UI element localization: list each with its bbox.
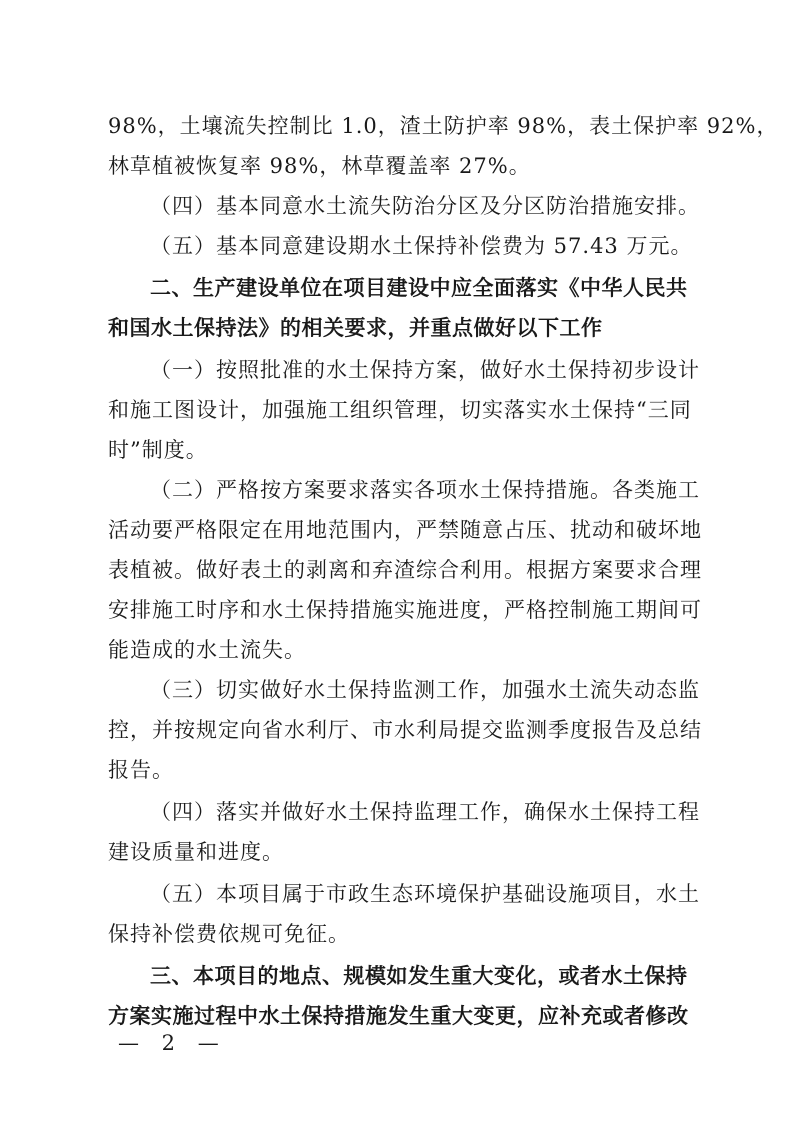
text-line: （五）本项目属于市政生态环境保护基础设施项目，水土: [150, 882, 700, 906]
text-line: （三）切实做好水土保持监测工作，加强水土流失动态监: [150, 678, 700, 702]
text-line: 林草植被恢复率 98%，林草覆盖率 27%。: [108, 154, 531, 178]
text-line: （五）基本同意建设期水土保持补偿费为 57.43 万元。: [150, 234, 693, 258]
text-line: 和施工图设计，加强施工组织管理，切实落实水土保持“三同: [108, 398, 692, 422]
text-line: 表植被。做好表土的剥离和弃渣综合利用。根据方案要求合理: [108, 558, 702, 582]
text-line: 控，并按规定向省水利厅、市水利局提交监测季度报告及总结: [108, 718, 702, 742]
text-line: 活动要严格限定在用地范围内，严禁随意占压、扰动和破坏地: [108, 518, 702, 542]
text-line: 保持补偿费依规可免征。: [108, 922, 350, 946]
text-line: 时”制度。: [108, 438, 208, 462]
text-line: 安排施工时序和水土保持措施实施进度，严格控制施工期间可: [108, 598, 702, 622]
text-line: 能造成的水土流失。: [108, 638, 306, 662]
section-heading: 三、本项目的地点、规模如发生重大变化，或者水土保持: [150, 964, 688, 988]
section-heading: 和国水土保持法》的相关要求，并重点做好以下工作: [108, 316, 603, 340]
section-heading: 方案实施过程中水土保持措施发生重大变更，应补充或者修改: [108, 1004, 689, 1028]
text-line: （四）落实并做好水土保持监理工作，确保水土保持工程: [150, 800, 700, 824]
text-line: 98%，土壤流失控制比 1.0，渣土防护率 98%，表土保护率 92%，: [108, 114, 779, 138]
text-line: （二）严格按方案要求落实各项水土保持措施。各类施工: [150, 478, 700, 502]
text-line: 建设质量和进度。: [108, 840, 284, 864]
text-line: 报告。: [108, 758, 174, 782]
page-number: — 2 —: [118, 1031, 227, 1055]
section-heading: 二、生产建设单位在项目建设中应全面落实《中华人民共: [150, 276, 688, 300]
text-line: （一）按照批准的水土保持方案，做好水土保持初步设计: [150, 358, 700, 382]
text-line: （四）基本同意水土流失防治分区及分区防治措施安排。: [150, 194, 700, 218]
